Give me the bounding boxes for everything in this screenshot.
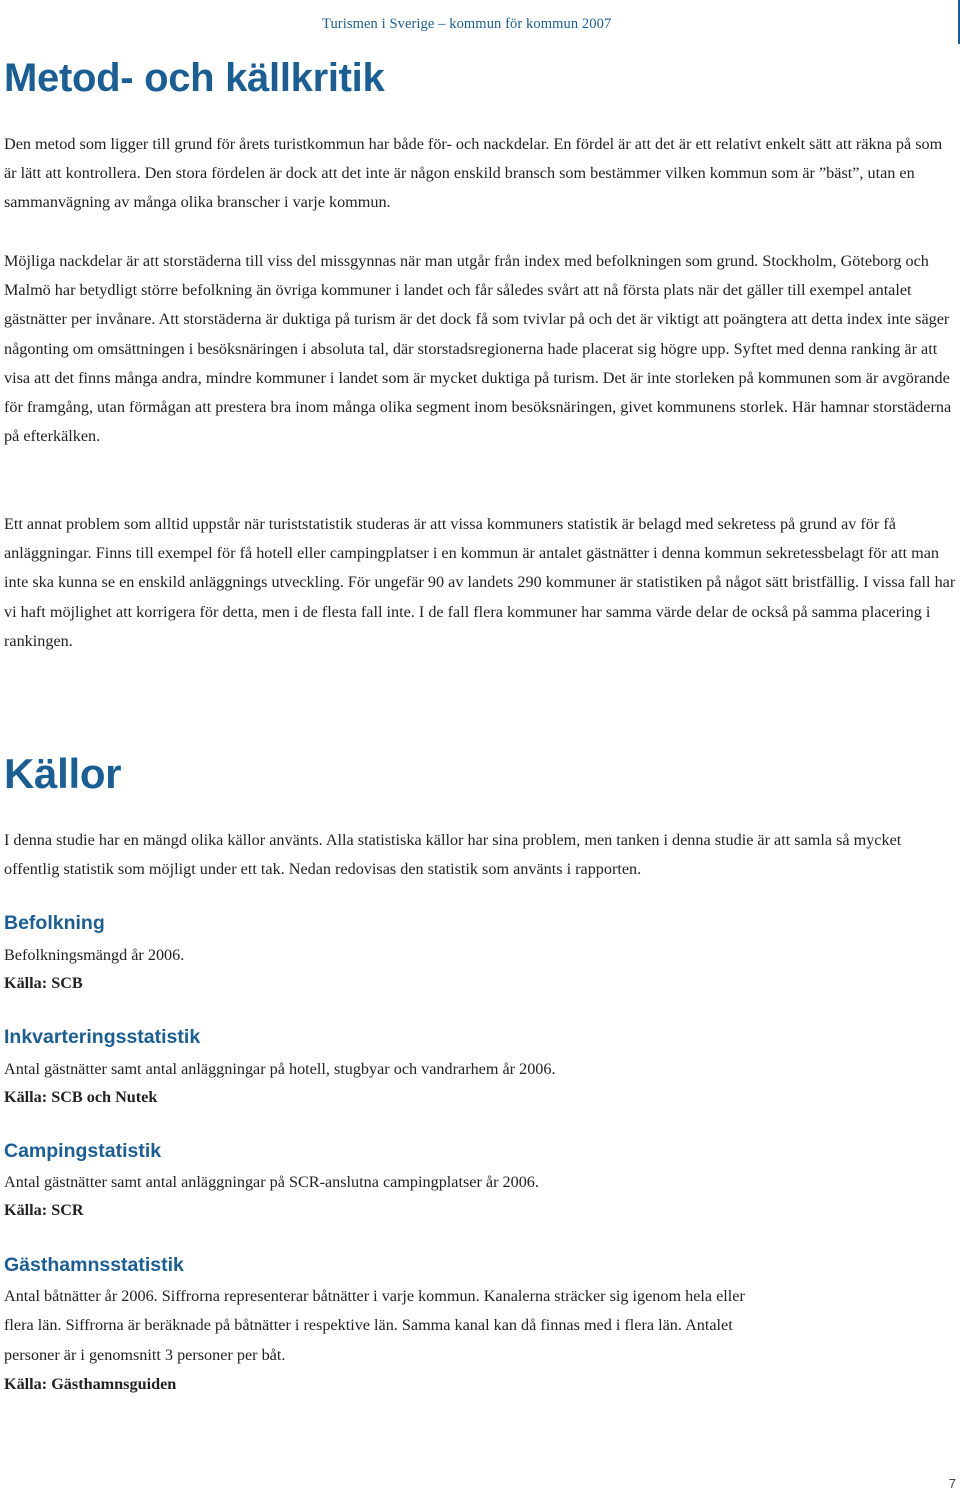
method-paragraph-2: Möjliga nackdelar är att storstäderna till viss del missgynnas när man utgår från index med befolkningen som grund. Stockholm, Göteborg och Malmö har betydligt större befolkning än övriga kommuner i landet och får således svårt att nå första plats när det gäller till exempel antalet gästnätter per invånare. Att storstäderna är duktiga på turism är det dock få som tvivlar på och det är viktigt att poängtera att detta index inte säger någonting om omsättningen i besöksnäringen i absoluta tal, där storstadsregionerna hade placerat sig högre upp. Syftet med denna ranking är att visa att det finns många andra, mindre kommuner i landet som är mycket duktiga på turism. Det är inte storleken på kommunen som är avgörande för framgång, utan förmågan att prestera bra inom många olika segment inom besöksnäringen, givet kommunens storlek. Här hamnar storstäderna på efterkälken. [4,252,952,446]
method-paragraph-3: Ett annat problem som alltid uppstår när turiststatistik studeras är att vissa kommuners statistik är belagd med sekretess på grund av för få anläggningar. Finns till exempel för få hotell eller campingplatser i en kommun är antalet gästnätter i denna kommun sekretessbelagt för att man inte ska kunna se en enskild anläggnings utveckling. För ungefär 90 av landets 290 kommuner är statistiken på något sätt bristfällig. I vissa fall har vi haft möjlighet att korrigera för detta, men i de flesta fall inte. I de fall flera kommuner har samma värde delar de också på samma placering i rankingen. [4,515,956,650]
method-paragraph-1: Den metod som ligger till grund för årets turistkommun har både för- och nackdelar. En fördel är att det är ett relativt enkelt sätt att räkna på som är lätt att kontrollera. Den stora fördelen är dock att det inte är någon enskild bransch som bestämmer vilken kommun som är ”bäst”, utan en sammanvägning av många olika branscher i varje kommun. [4,135,943,212]
sources-heading: Källor [4,750,122,797]
source-ref-camping: Källa: SCR [4,1201,84,1219]
running-header: Turismen i Sverige – kommun för kommun 2007 [322,16,612,32]
source-desc-gasthamn-line-2: flera län. Siffrorna är beräknade på båtnätter i respektive län. Samma kanal kan då finnas med i flera län. Antalet [4,1316,733,1334]
source-ref-befolkning: Källa: SCB [4,974,83,992]
source-ref-gasthamn: Källa: Gästhamnsguiden [4,1375,177,1393]
page-number: 7 [948,1476,956,1491]
source-desc-gasthamn-line-3: personer är i genomsnitt 3 personer per båt. [4,1346,286,1364]
source-ref-inkvartering: Källa: SCB och Nutek [4,1088,158,1106]
method-heading: Metod- och källkritik [4,56,385,100]
source-desc-gasthamn-line-1: Antal båtnätter år 2006. Siffrorna representerar båtnätter i varje kommun. Kanalerna sträcker sig igenom hela eller [4,1287,745,1305]
source-title-inkvartering: Inkvarteringsstatistik [4,1026,201,1048]
source-desc-inkvartering: Antal gästnätter samt antal anläggningar på hotell, stugbyar och vandrarhem år 2006. [4,1060,556,1078]
sources-intro: I denna studie har en mängd olika källor använts. Alla statistiska källor har sina problem, men tanken i denna studie är att samla så mycket offentlig statistik som möjligt under ett tak. Nedan redovisas den statistik som använts i rapporten. [4,831,902,879]
source-title-befolkning: Befolkning [4,912,105,934]
source-title-gasthamn: Gästhamnsstatistik [4,1254,184,1276]
source-desc-befolkning: Befolkningsmängd år 2006. [4,946,185,964]
source-desc-camping: Antal gästnätter samt antal anläggningar på SCR-anslutna campingplatser år 2006. [4,1173,539,1191]
source-title-camping: Campingstatistik [4,1140,162,1162]
